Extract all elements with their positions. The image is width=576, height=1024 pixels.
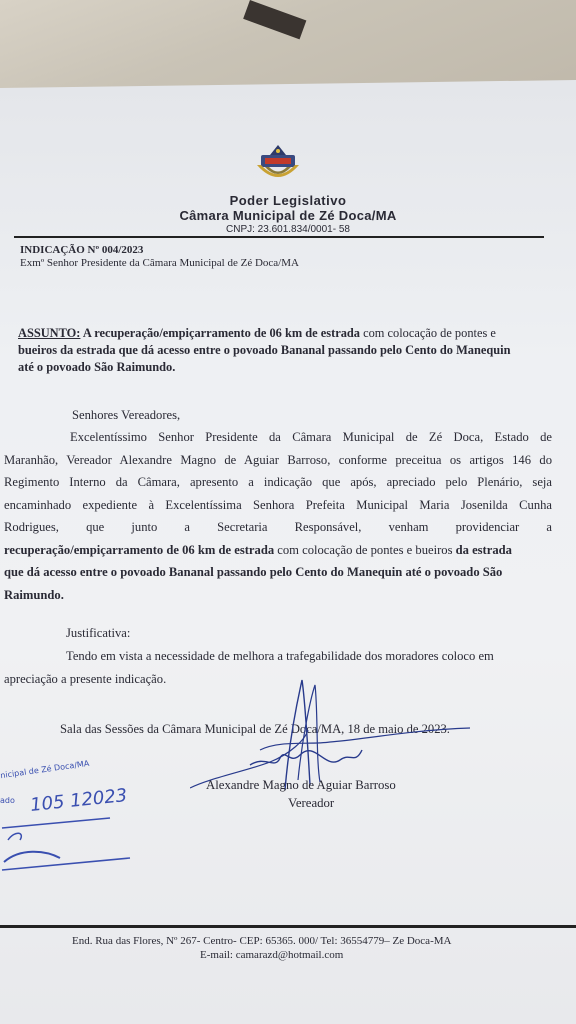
signer-role: Vereador	[288, 796, 335, 810]
chamber-emblem-icon	[251, 143, 305, 191]
body-line: Maranhão, Vereador Alexandre Magno de Aguiar Barroso, conforme preceitua os artigos 146 do	[4, 452, 552, 467]
body-line: Excelentíssimo Senhor Presidente da Câmara Municipal de Zé Doca, Estado de	[70, 430, 552, 444]
footer-divider	[0, 925, 576, 928]
subject-line-2: bueiros da estrada que dá acesso entre o povoado Bananal passando pelo Cento do Manequin	[18, 343, 511, 357]
body-bold-text: da estrada	[452, 542, 512, 557]
body-line: Rodrigues, que junto a Secretaria Responsável, venham providenciar a	[4, 520, 552, 534]
header-chamber-name: Câmara Municipal de Zé Doca/MA	[179, 208, 397, 223]
body-line: Raimundo.	[4, 587, 64, 602]
footer-email: E-mail: camarazd@hotmail.com	[200, 949, 344, 961]
signer-name: Alexandre Magno de Aguiar Barroso	[206, 778, 396, 792]
indicacao-number: INDICAÇÃO Nº 004/2023	[20, 244, 144, 256]
body-line: que dá acesso entre o povoado Bananal passando pelo Cento do Manequin até o povoado São	[4, 565, 503, 579]
header-institution: Poder Legislativo	[229, 193, 347, 208]
body-text: com colocação de pontes e bueiros	[274, 542, 453, 557]
stamp-text: ado	[0, 796, 15, 805]
indicacao-addressee: Exmº Senhor Presidente da Câmara Municipal de Zé Doca/MA	[20, 257, 299, 269]
stamp-date: 105 12023	[29, 784, 129, 817]
subject-line-3: até o povoado São Raimundo.	[18, 360, 176, 374]
justification-line: apreciação a presente indicação.	[4, 671, 167, 686]
header-divider	[14, 236, 544, 238]
subject-label: ASSUNTO:	[18, 326, 81, 340]
greeting: Senhores Vereadores,	[72, 408, 181, 422]
body-line	[4, 539, 552, 562]
justification-label: Justificativa:	[66, 626, 131, 640]
body-bold-text: recuperação/empiçarramento de 06 km de estrada	[4, 542, 275, 557]
footer-address: End. Rua das Flores, Nº 267- Centro- CEP: 65365. 000/ Tel: 36554779– Ze Doca-MA	[72, 935, 452, 947]
subject-block	[18, 325, 548, 376]
body-line: encaminhado expediente à Excelentíssima Senhora Prefeita Municipal Maria Josenilda Cunha	[4, 497, 552, 512]
subject-text-bold: A recuperação/empiçarramento de 06 km de estrada	[80, 326, 364, 340]
body-paragraph	[4, 426, 552, 606]
header-cnpj: CNPJ: 23.601.834/0001- 58	[226, 224, 350, 235]
justification-line: Tendo em vista a necessidade de melhora a trafegabilidade dos moradores coloco em	[66, 649, 494, 663]
stamp-text: nicipal de Zé Doca/MA	[0, 758, 90, 781]
place-date: Sala das Sessões da Câmara Municipal de Zé Doca/MA, 18 de maio de 2023.	[60, 722, 450, 736]
subject-text: com colocação de pontes e	[363, 326, 496, 340]
stamp-scribble	[0, 810, 140, 880]
body-line: Regimento Interno da Câmara, apresento a indicação que após, apreciado pelo Plenário, seja	[4, 475, 552, 489]
